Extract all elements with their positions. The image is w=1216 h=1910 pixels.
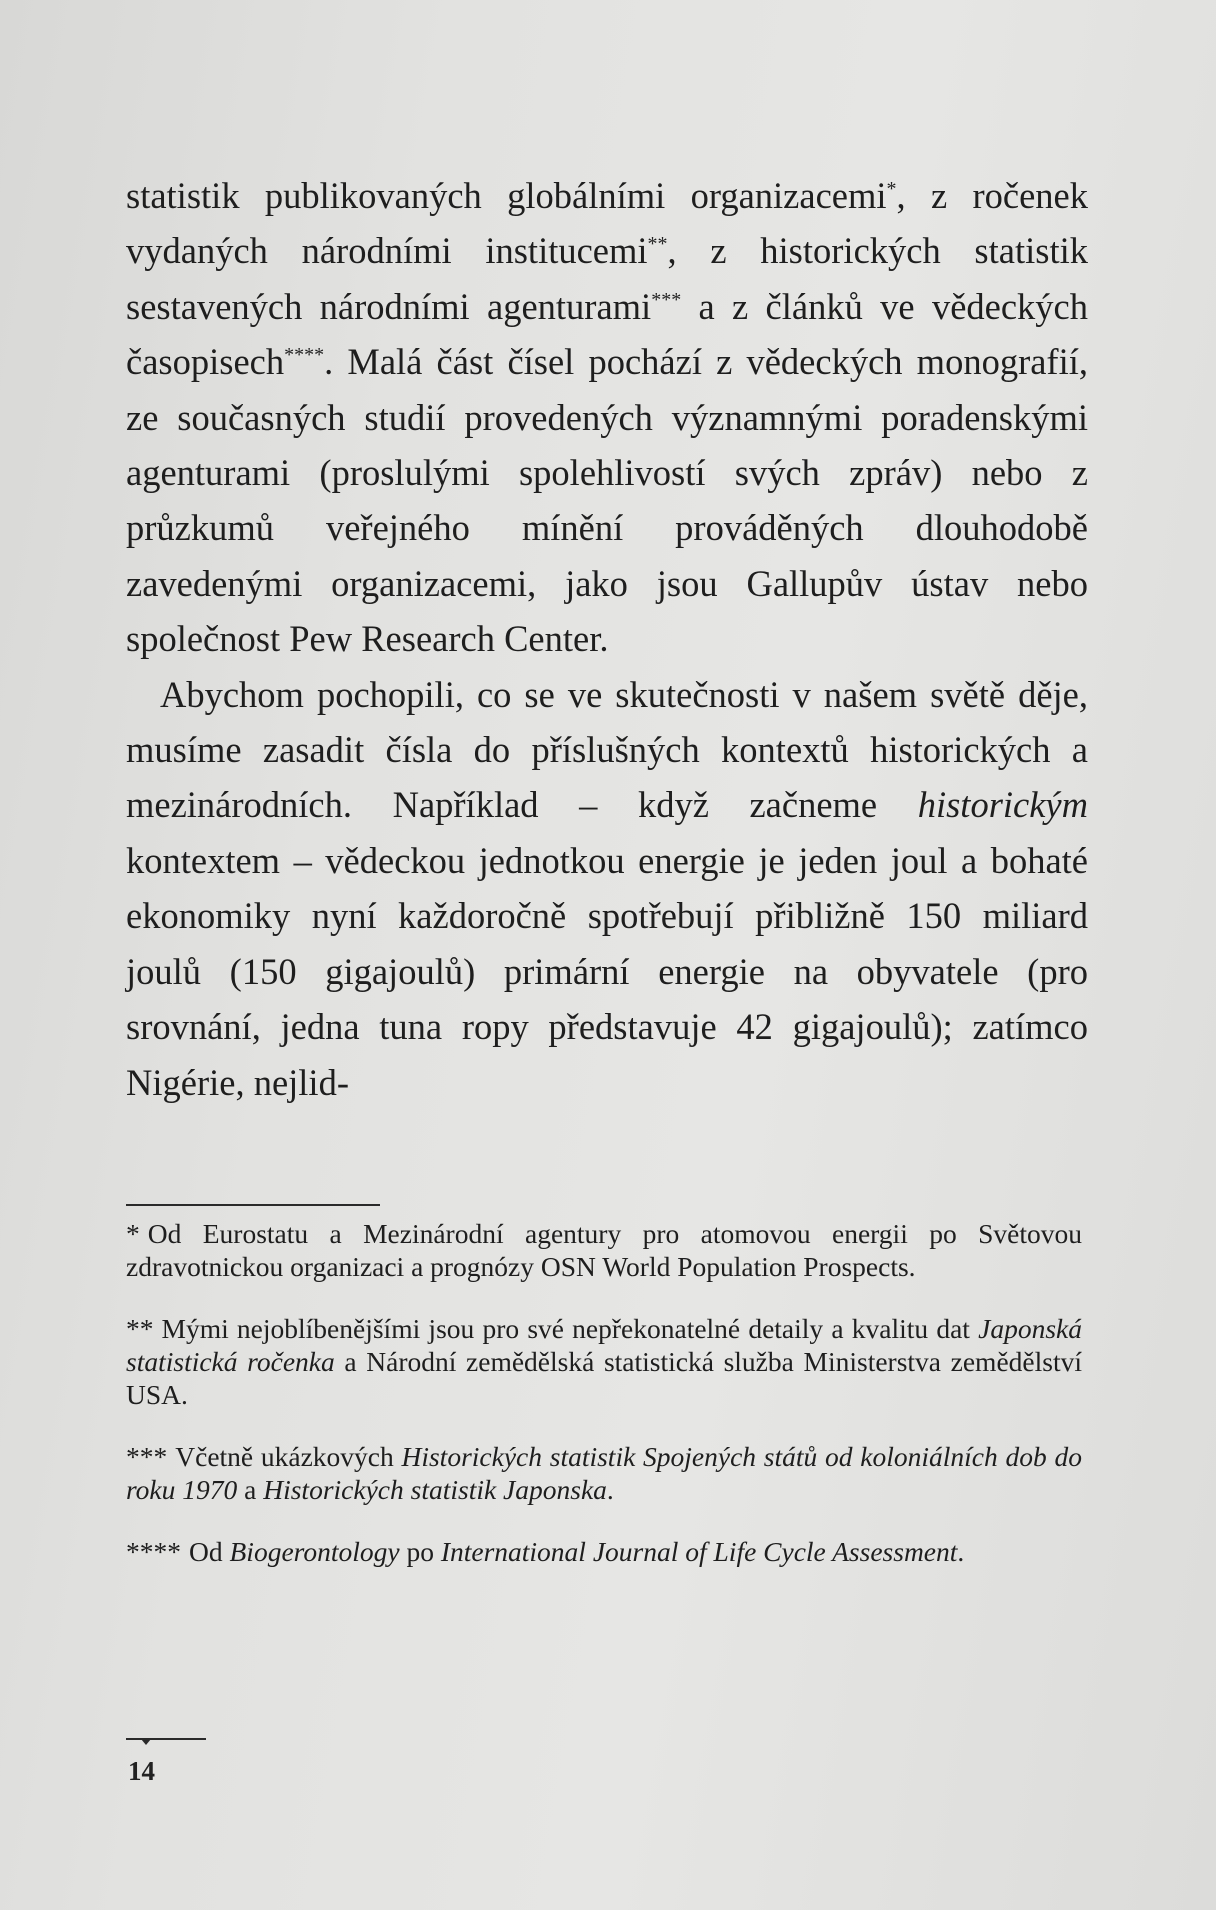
- footnote-text: .: [957, 1536, 965, 1567]
- footnote-ref: ****: [284, 344, 325, 367]
- footnote-ref: *: [886, 177, 897, 200]
- footnote-mark: **: [126, 1313, 154, 1344]
- footnote-2: [126, 1312, 1082, 1411]
- footnote-text: po: [399, 1536, 441, 1567]
- footnote-title: International Journal of Life Cycle Assessment: [440, 1536, 958, 1567]
- footnote-mark: ***: [126, 1441, 168, 1472]
- footnote-title: Historických statistik Japonska: [263, 1474, 607, 1505]
- footnote-ref: **: [647, 233, 668, 256]
- text-run: , z ročenek vydaných národními institucemi: [126, 175, 1088, 272]
- paragraph-1: [126, 168, 1088, 667]
- footnote-4: [126, 1535, 1082, 1568]
- footnote-text: Mými nejoblíbenějšími jsou pro své nepřekonatelné detaily a kvalitu dat: [161, 1313, 979, 1344]
- paragraph-2: [126, 667, 1088, 1110]
- footnote-title: Historických statistik Spojených států od koloniálních dob do roku 1970: [126, 1441, 1082, 1505]
- footnote-text: Včetně ukázkových: [175, 1441, 402, 1472]
- footnote-1: [126, 1217, 1082, 1283]
- footnote-text: .: [606, 1474, 614, 1505]
- footnote-3: [126, 1440, 1082, 1506]
- text-run: Abychom pochopili, co se ve skutečnosti v našem světě děje, musíme zasadit čísla do příslušných kontextů historických a mezinárodních. Například – když začneme: [126, 673, 1088, 826]
- footnote-ref: ***: [651, 288, 682, 311]
- emphasis: historickým: [917, 784, 1088, 826]
- text-run: statistik publikovaných globálními organizacemi: [126, 175, 887, 216]
- folio-marker-icon: [141, 1739, 151, 1745]
- folio-rule: [126, 1738, 206, 1740]
- footnotes: [126, 1217, 1082, 1597]
- footnote-mark: *: [126, 1218, 140, 1249]
- footnote-text: Od Eurostatu a Mezinárodní agentury pro atomovou energii po Světovou zdravotnickou organizaci a prognózy OSN World Population Prospects.: [126, 1218, 1082, 1282]
- footnote-text: a Národní zemědělská statistická služba Ministerstva zemědělství USA.: [126, 1346, 1082, 1410]
- footnote-title: Biogerontology: [229, 1536, 400, 1567]
- text-run: a z článků ve vědeckých časopisech: [126, 285, 1088, 383]
- footnote-mark: ****: [126, 1536, 181, 1567]
- footnote-text: Od: [189, 1536, 230, 1567]
- footnote-text: a: [237, 1474, 264, 1505]
- text-run: kontextem – vědeckou jednotkou energie je jeden joul a bohaté ekonomiky nyní každoročně spotřebují přibližně 150 miliard joulů (150 gigajoulů) primární energie na obyvatele (pro srovnání, jedna tuna ropy představuje 42 gigajoulů); zatímco Nigérie, nejlid-: [126, 839, 1088, 1103]
- page-number: 14: [128, 1756, 155, 1786]
- text-run: , z historických statistik sestavených národními agenturami: [126, 230, 1088, 327]
- footnote-separator: [126, 1204, 380, 1206]
- main-text: [126, 168, 1088, 1110]
- footnote-title: Japonská statistická ročenka: [126, 1313, 1082, 1377]
- text-run: . Malá část čísel pochází z vědeckých monografií, ze současných studií provedených významnými poradenskými agenturami (proslulými spolehlivostí svých zpráv) nebo z průzkumů veřejného mínění prováděných dlouhodobě zavedenými organizacemi, jako jsou Gallupův ústav nebo společnost Pew Research Center.: [126, 341, 1088, 660]
